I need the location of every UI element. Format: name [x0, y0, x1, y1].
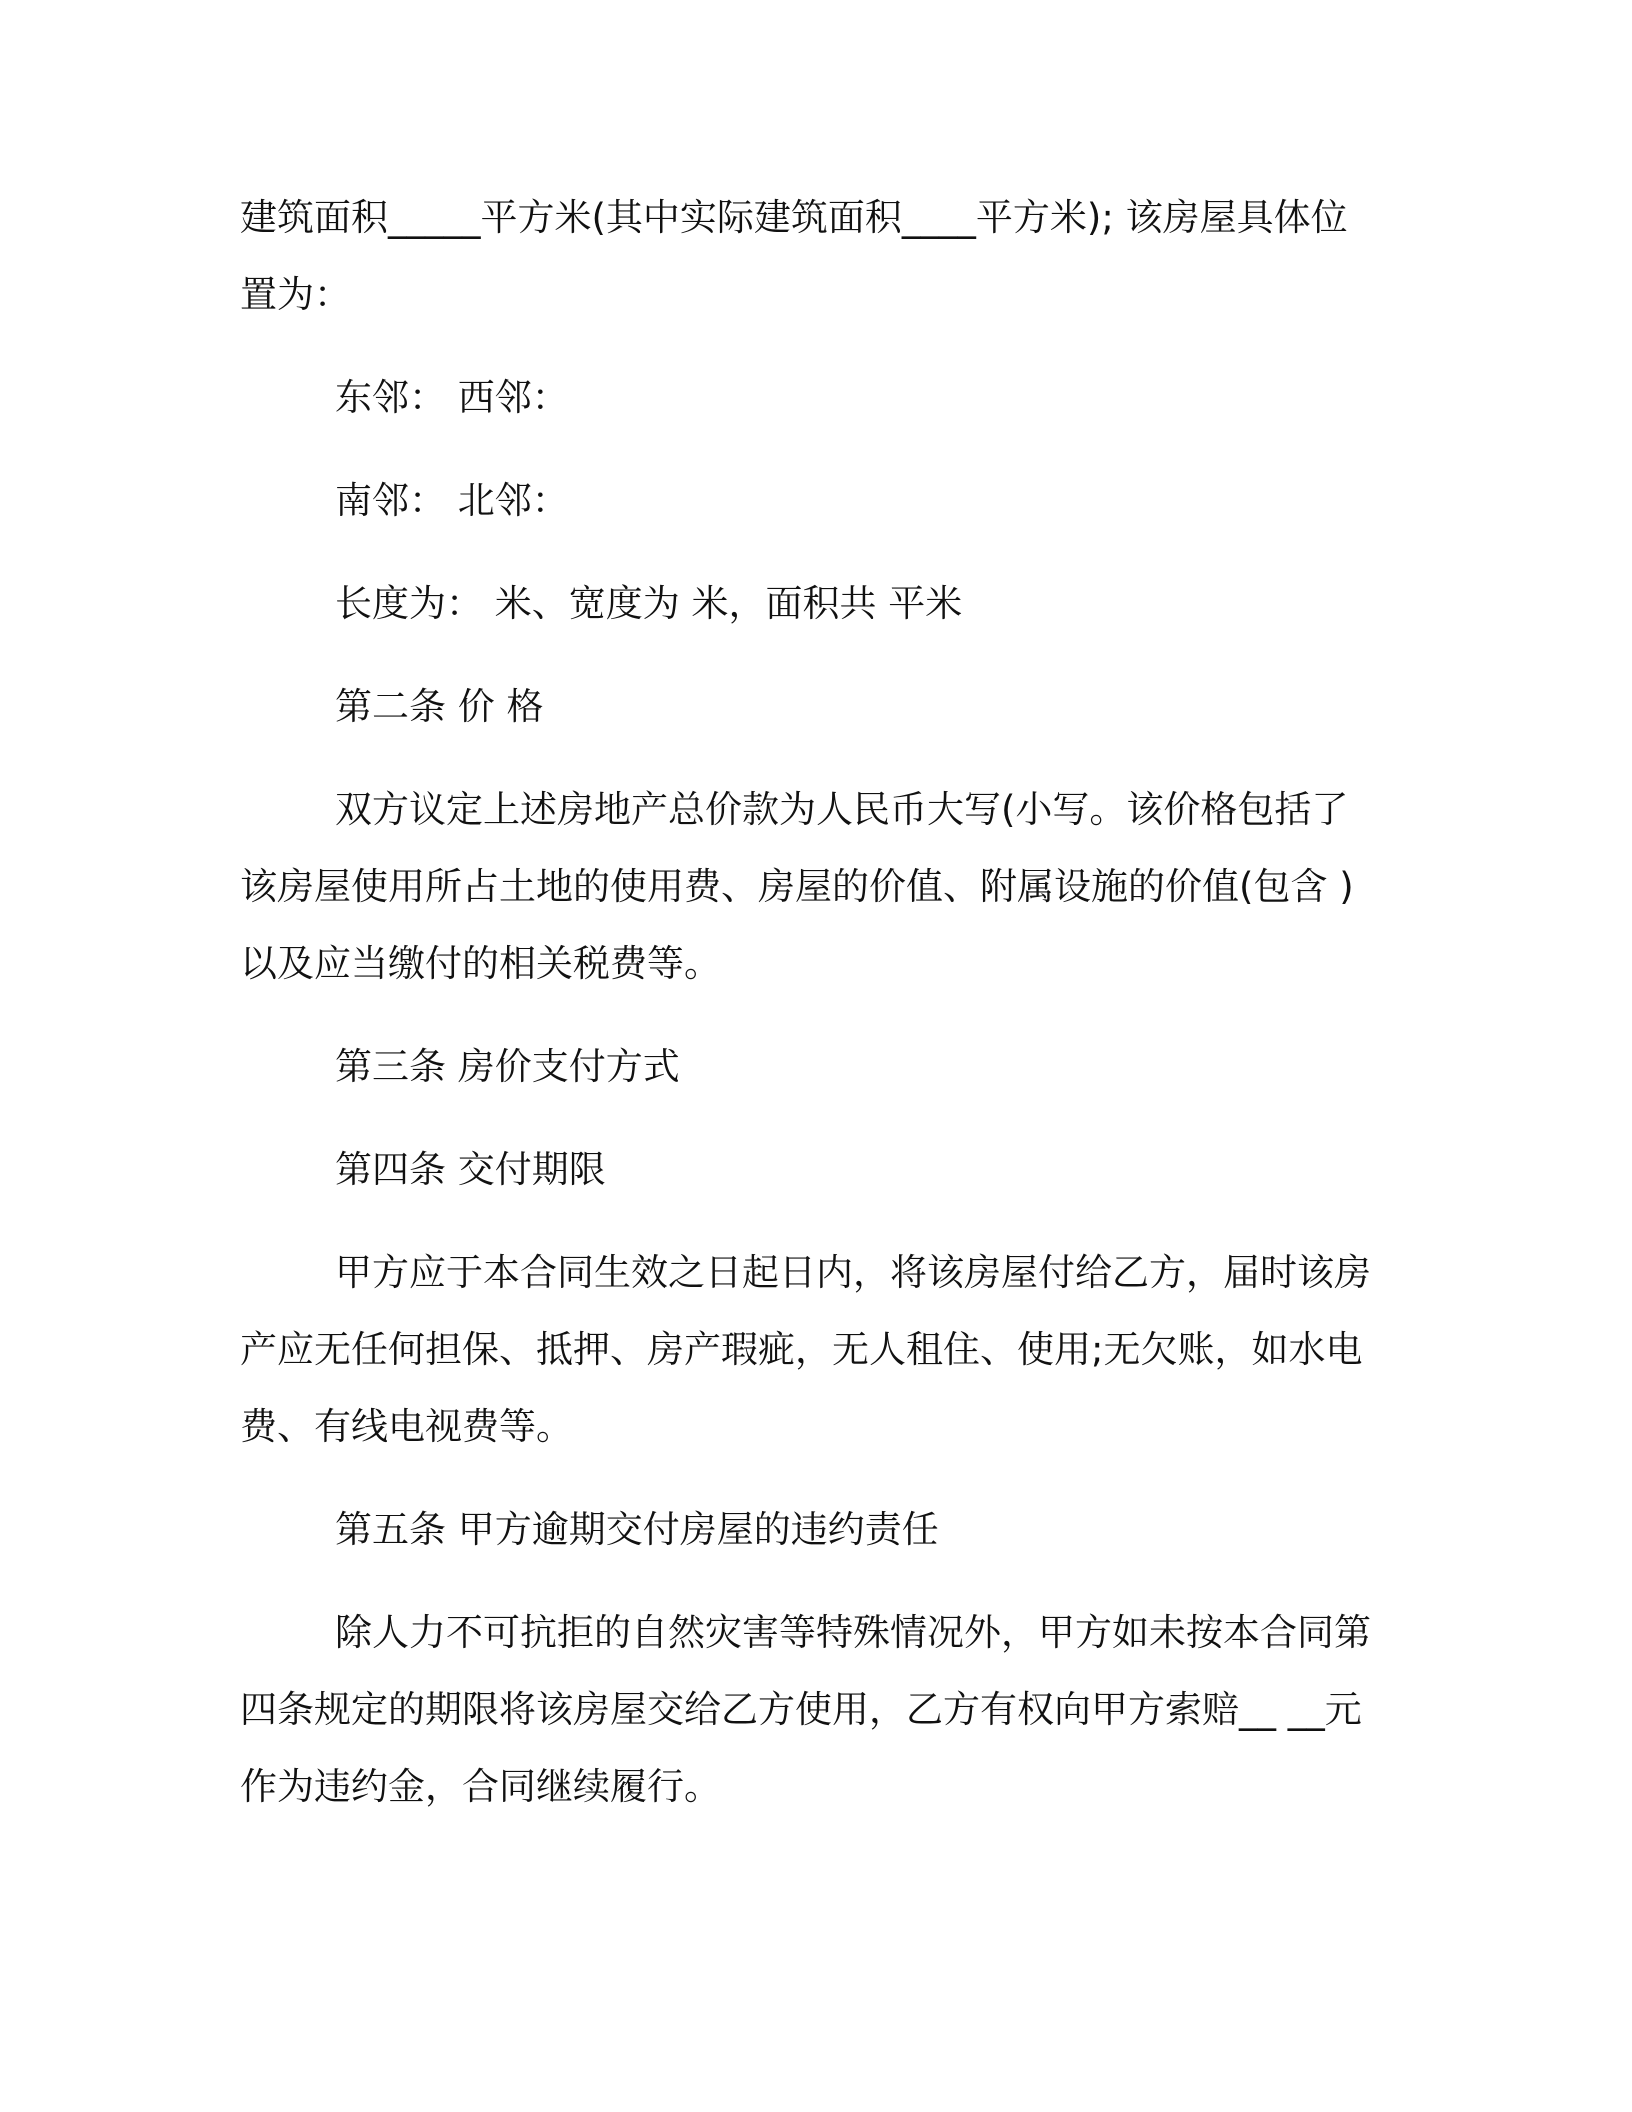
- paragraph-line: 置为：: [240, 273, 351, 316]
- paragraph-line: 双方议定上述房地产总价款为人民币大写(小写。该价格包括了: [335, 788, 1349, 831]
- paragraph-line: 甲方应于本合同生效之日起日内，将该房屋付给乙方，届时该房: [335, 1251, 1371, 1294]
- section-heading: 第四条 交付期限: [335, 1148, 606, 1191]
- paragraph-line: 产应无任何担保、抵押、房产瑕疵，无人租住、使用;无欠账，如水电: [240, 1328, 1363, 1371]
- dimension-line: 长度为： 米、宽度为 米，面积共 平米: [335, 582, 963, 625]
- neighbor-line: 南邻： 北邻：: [335, 479, 569, 522]
- paragraph-line: 该房屋使用所占土地的使用费、房屋的价值、附属设施的价值(包含 ): [240, 865, 1354, 908]
- paragraph-line: 除人力不可抗拒的自然灾害等特殊情况外，甲方如未按本合同第: [335, 1611, 1371, 1654]
- paragraph-line: 以及应当缴付的相关税费等。: [240, 942, 721, 985]
- section-heading: 第二条 价 格: [335, 685, 544, 728]
- paragraph-line: 作为违约金，合同继续履行。: [240, 1765, 721, 1808]
- section-heading: 第三条 房价支付方式: [335, 1045, 680, 1088]
- section-heading: 第五条 甲方逾期交付房屋的违约责任: [335, 1508, 939, 1551]
- paragraph-line: 四条规定的期限将该房屋交给乙方使用，乙方有权向甲方索赔__ __元: [240, 1688, 1362, 1731]
- paragraph-line: 费、有线电视费等。: [240, 1405, 573, 1448]
- neighbor-line: 东邻： 西邻：: [335, 376, 569, 419]
- paragraph-line: 建筑面积_____平方米(其中实际建筑面积____平方米); 该房屋具体位: [240, 196, 1348, 239]
